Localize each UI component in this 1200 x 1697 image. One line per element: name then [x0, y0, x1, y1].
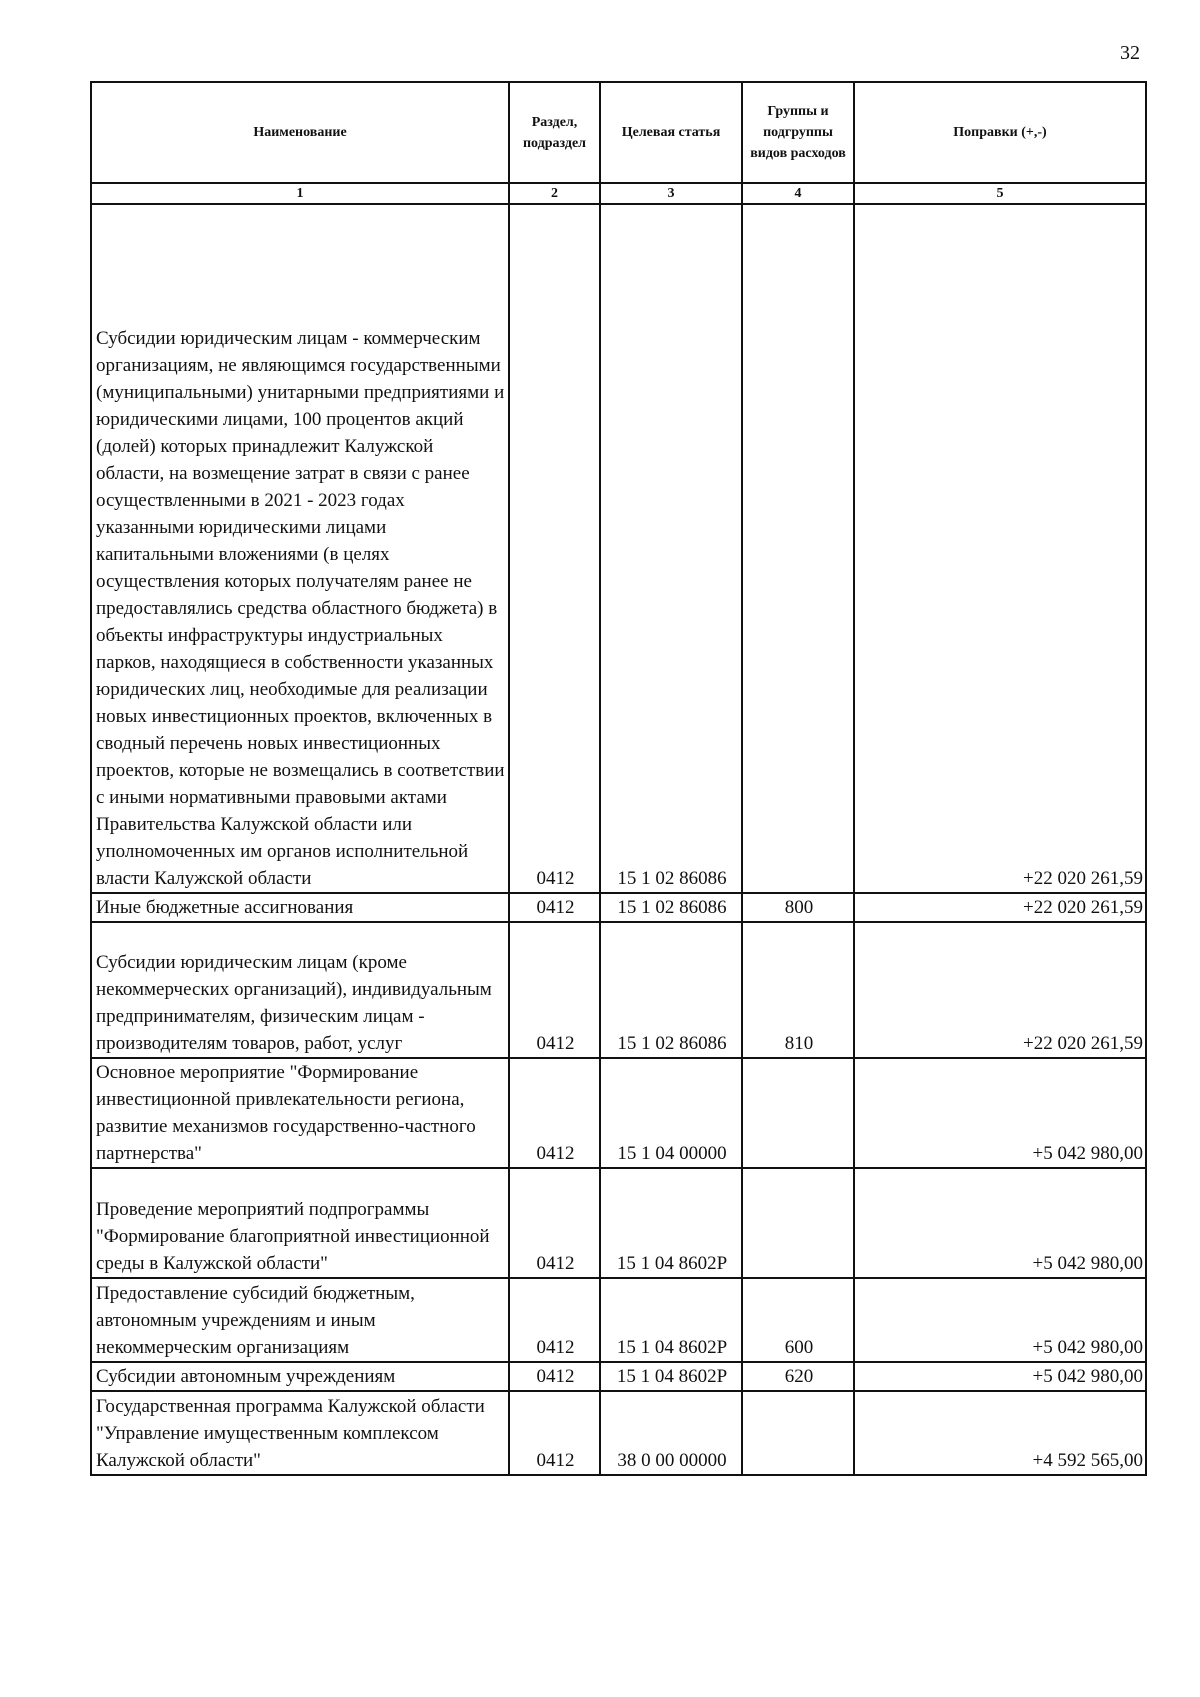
header-expense-groups: Группы и подгруппы видов расходов: [742, 82, 854, 183]
table-row: [91, 1278, 1146, 1362]
header-target-article: Целевая статья: [600, 82, 742, 183]
budget-table: [90, 81, 1147, 1476]
row-name: Основное мероприятие "Формирование инвестиционной привлекательности региона, развитие механизмов государственно-частного партнерства": [91, 1058, 509, 1168]
row-target-article: 15 1 04 8602P: [600, 1278, 742, 1362]
row-amount: +22 020 261,59: [854, 893, 1146, 922]
row-target-article: 15 1 02 86086: [600, 893, 742, 922]
row-section: 0412: [509, 1058, 600, 1168]
header-section: Раздел, подраздел: [509, 82, 600, 183]
row-expense-group: [742, 204, 854, 893]
row-section: 0412: [509, 1278, 600, 1362]
row-expense-group: [742, 1391, 854, 1475]
table-row: [91, 1391, 1146, 1475]
table-row: [91, 1362, 1146, 1391]
row-amount: +5 042 980,00: [854, 1168, 1146, 1278]
row-amount: +5 042 980,00: [854, 1058, 1146, 1168]
row-amount: +4 592 565,00: [854, 1391, 1146, 1475]
row-expense-group: 600: [742, 1278, 854, 1362]
row-name: Субсидии автономным учреждениям: [91, 1362, 509, 1391]
column-number: 3: [600, 183, 742, 204]
row-target-article: 15 1 04 8602P: [600, 1168, 742, 1278]
row-name: Государственная программа Калужской области "Управление имущественным комплексом Калужской области": [91, 1391, 509, 1475]
row-name: Проведение мероприятий подпрограммы "Формирование благоприятной инвестиционной среды в Калужской области": [91, 1168, 509, 1278]
row-expense-group: 620: [742, 1362, 854, 1391]
row-section: 0412: [509, 1362, 600, 1391]
row-target-article: 15 1 04 8602P: [600, 1362, 742, 1391]
table-row: [91, 204, 1146, 893]
row-expense-group: 800: [742, 893, 854, 922]
row-target-article: 15 1 02 86086: [600, 922, 742, 1058]
row-amount: +22 020 261,59: [854, 204, 1146, 893]
row-section: 0412: [509, 204, 600, 893]
row-expense-group: [742, 1168, 854, 1278]
row-name: Предоставление субсидий бюджетным, автономным учреждениям и иным некоммерческим организациям: [91, 1278, 509, 1362]
row-section: 0412: [509, 1168, 600, 1278]
row-amount: +5 042 980,00: [854, 1278, 1146, 1362]
table-row: [91, 1058, 1146, 1168]
row-amount: +22 020 261,59: [854, 922, 1146, 1058]
table-row: [91, 893, 1146, 922]
row-target-article: 38 0 00 00000: [600, 1391, 742, 1475]
header-row: [91, 82, 1146, 183]
column-number: 2: [509, 183, 600, 204]
column-number: 1: [91, 183, 509, 204]
row-name: Иные бюджетные ассигнования: [91, 893, 509, 922]
row-section: 0412: [509, 893, 600, 922]
row-name: Субсидии юридическим лицам (кроме некоммерческих организаций), индивидуальным предпринимателям, физическим лицам - производителям товаров, работ, услуг: [91, 922, 509, 1058]
column-number: 4: [742, 183, 854, 204]
header-name: Наименование: [91, 82, 509, 183]
header-amendments: Поправки (+,-): [854, 82, 1146, 183]
row-section: 0412: [509, 1391, 600, 1475]
row-section: 0412: [509, 922, 600, 1058]
table-row: [91, 922, 1146, 1058]
row-name: Субсидии юридическим лицам - коммерческим организациям, не являющимся государственными (муниципальными) унитарными предприятиями и юридическими лицами, 100 процентов акций (долей) которых принадлежит Калужской области, на возмещение затрат в связи с ранее осуществленными в 2021 - 2023 годах указанными юридическими лицами капитальными вложениями (в целях осуществления которых получателям ранее не предоставлялись средства областного бюджета) в объекты инфраструктуры индустриальных парков, находящиеся в собственности указанных юридических лиц, необходимые для реализации новых инвестиционных проектов, включенных в сводный перечень новых инвестиционных проектов, которые не возмещались в соответствии с иными нормативными правовыми актами Правительства Калужской области или уполномоченных им органов исполнительной власти Калужской области: [91, 204, 509, 893]
column-number: 5: [854, 183, 1146, 204]
row-target-article: 15 1 04 00000: [600, 1058, 742, 1168]
column-number-row: [91, 183, 1146, 204]
row-amount: +5 042 980,00: [854, 1362, 1146, 1391]
row-expense-group: 810: [742, 922, 854, 1058]
page-number: 32: [1120, 42, 1140, 64]
row-target-article: 15 1 02 86086: [600, 204, 742, 893]
table-row: [91, 1168, 1146, 1278]
row-expense-group: [742, 1058, 854, 1168]
